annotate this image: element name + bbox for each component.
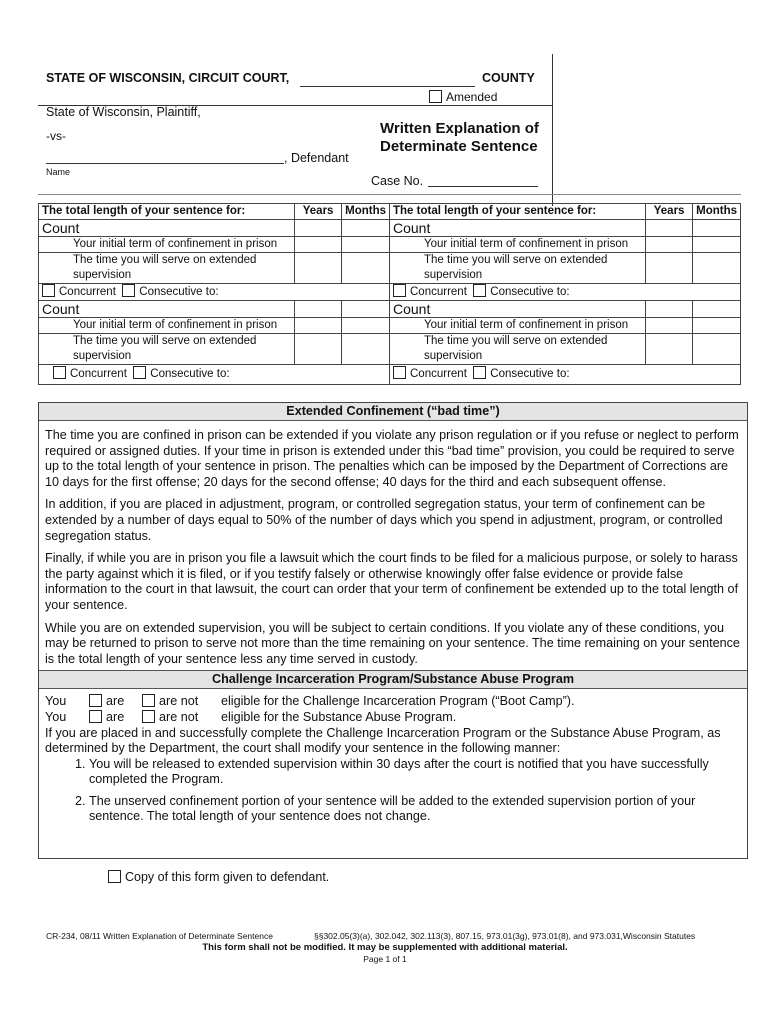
concurrent-checkbox[interactable]: [393, 366, 406, 379]
checkbox-icon: [429, 90, 442, 103]
form-title: Written Explanation of Determinate Sentence: [380, 120, 539, 155]
months-cell[interactable]: [342, 253, 390, 284]
years-cell[interactable]: [295, 318, 342, 334]
vs-label: -vs-: [46, 129, 66, 143]
copy-given-label: Copy of this form given to defendant.: [125, 870, 330, 884]
county-label: COUNTY: [482, 71, 535, 85]
consecutive-checkbox[interactable]: [122, 284, 135, 297]
years-cell[interactable]: [295, 237, 342, 253]
concurrent-checkbox[interactable]: [42, 284, 55, 297]
plaintiff-label: State of Wisconsin, Plaintiff,: [46, 105, 201, 119]
years-cell[interactable]: [295, 253, 342, 284]
explanation-box: [38, 402, 748, 859]
years-cell[interactable]: [295, 220, 342, 237]
sentence-table: [38, 203, 741, 385]
divider: [38, 194, 741, 195]
consecutive-label: Consecutive to:: [139, 286, 219, 298]
concurrency-row: [39, 365, 390, 385]
initial-term-label: Your initial term of confinement in prison: [39, 318, 295, 334]
case-no-label: Case No.: [371, 174, 424, 188]
months-cell[interactable]: [342, 237, 390, 253]
concurrency-row: [390, 365, 741, 385]
extended-supervision-label: The time you will serve on extended supervision: [39, 334, 295, 365]
years-cell[interactable]: [646, 318, 693, 334]
years-cell[interactable]: [646, 253, 693, 284]
form-id: CR-234, 08/11 Written Explanation of Determinate Sentence: [46, 931, 273, 941]
challenge-program-heading: Challenge Incarceration Program/Substance Abuse Program: [39, 670, 747, 689]
name-label: Name: [46, 167, 71, 177]
years-cell[interactable]: [646, 301, 693, 318]
page-number: Page 1 of 1: [363, 954, 407, 964]
months-header: Months: [693, 204, 741, 220]
count-label: Count: [390, 220, 646, 237]
eligibility-row-boot-camp: You are are not eligible for the Challenge Incarceration Program (“Boot Camp”).: [45, 694, 575, 709]
court-heading: STATE OF WISCONSIN, CIRCUIT COURT,: [46, 71, 290, 85]
extended-supervision-label: The time you will serve on extended supervision: [39, 253, 295, 284]
years-header: Years: [295, 204, 342, 220]
months-cell[interactable]: [342, 220, 390, 237]
consecutive-label: Consecutive to:: [490, 286, 570, 298]
consecutive-checkbox[interactable]: [473, 366, 486, 379]
concurrent-label: Concurrent: [410, 286, 467, 298]
notice: This form shall not be modified. It may be supplemented with additional material.: [202, 942, 568, 953]
consecutive-label: Consecutive to:: [490, 368, 570, 380]
case-no-blank[interactable]: [428, 186, 538, 187]
extended-confinement-heading: Extended Confinement (“bad time”): [39, 403, 747, 421]
months-cell[interactable]: [342, 334, 390, 365]
are-not-checkbox[interactable]: [142, 694, 155, 707]
months-cell[interactable]: [693, 220, 741, 237]
statutes: §§302.05(3)(a), 302.042, 302.113(3), 807.15, 973.01(3g), 973.01(8), and 973.031,Wisconsin Statutes: [314, 931, 696, 941]
initial-term-label: Your initial term of confinement in prison: [39, 237, 295, 253]
concurrency-row: [390, 284, 741, 301]
months-cell[interactable]: [342, 318, 390, 334]
months-header: Months: [342, 204, 390, 220]
eligibility-row-substance: You are are not eligible for the Substance Abuse Program.: [45, 709, 457, 724]
paragraph: While you are on extended supervision, you will be subject to certain conditions. If you violate any of these conditions, you may be returned to prison to serve not more than the time remaining on your sentence. The time remaining on your sentence is the total length of your sentence less any time served in custody.: [45, 620, 740, 666]
list-item: 1. You will be released to extended supervision within 30 days after the court is notified that you have successfully completed the Program.: [89, 757, 741, 788]
concurrent-label: Concurrent: [70, 368, 127, 380]
defendant-name-blank[interactable]: [46, 163, 284, 164]
months-cell[interactable]: [693, 253, 741, 284]
county-blank[interactable]: [300, 86, 475, 87]
paragraph: Finally, if while you are in prison you file a lawsuit which the court finds to be filed for a malicious purpose, or solely to harass the party against which it is filed, or if you testify falsely or otherwise knowingly offer false evidence or provide false information to the court in that lawsuit, the court can order that your term of confinement be extended up to the total length of your sentence.: [45, 551, 739, 612]
defendant-label: , Defendant: [284, 151, 349, 165]
are-checkbox[interactable]: [89, 710, 102, 723]
concurrent-label: Concurrent: [410, 368, 467, 380]
paragraph: The time you are confined in prison can be extended if you violate any prison regulation or if you refuse or neglect to perform required or assigned duties. If your time in prison is extended under this “bad time” provision, you could be required to serve up to the total length of your sentence in prison. The penalties which can be imposed by the Department of Corrections are 10 days for the first offense; 20 days for the second offense; 40 days for the third and each subsequent offense.: [45, 428, 739, 489]
extended-supervision-label: The time you will serve on extended supervision: [390, 334, 646, 365]
years-cell[interactable]: [646, 220, 693, 237]
divider: [552, 54, 553, 206]
months-cell[interactable]: [342, 301, 390, 318]
initial-term-label: Your initial term of confinement in prison: [390, 318, 646, 334]
are-checkbox[interactable]: [89, 694, 102, 707]
years-cell[interactable]: [646, 334, 693, 365]
concurrent-checkbox[interactable]: [53, 366, 66, 379]
program-list: [45, 757, 741, 825]
months-cell[interactable]: [693, 301, 741, 318]
list-item: 2. The unserved confinement portion of your sentence will be added to the extended supervision portion of your sentence. The total length of your sentence does not change.: [89, 794, 741, 825]
paragraph: If you are placed in and successfully complete the Challenge Incarceration Program or the Substance Abuse Program, as determined by the Department, the court shall modify your sentence in the following manner:: [45, 725, 721, 756]
count-label: Count: [39, 301, 295, 318]
concurrent-checkbox[interactable]: [393, 284, 406, 297]
paragraph: In addition, if you are placed in adjustment, program, or controlled segregation status, your term of confinement can be extended by a number of days equal to 50% of the number of days which you spend in adjustment, program, or controlled segregation status.: [45, 497, 723, 543]
col-header: The total length of your sentence for:: [390, 204, 646, 220]
copy-given-checkbox[interactable]: [108, 870, 329, 884]
initial-term-label: Your initial term of confinement in prison: [390, 237, 646, 253]
years-cell[interactable]: [295, 334, 342, 365]
consecutive-label: Consecutive to:: [150, 368, 230, 380]
are-not-checkbox[interactable]: [142, 710, 155, 723]
eligibility: [39, 689, 747, 825]
months-cell[interactable]: [693, 334, 741, 365]
extended-supervision-label: The time you will serve on extended supervision: [390, 253, 646, 284]
consecutive-checkbox[interactable]: [133, 366, 146, 379]
concurrent-label: Concurrent: [59, 286, 116, 298]
col-header: The total length of your sentence for:: [39, 204, 295, 220]
years-cell[interactable]: [295, 301, 342, 318]
consecutive-checkbox[interactable]: [473, 284, 486, 297]
years-cell[interactable]: [646, 237, 693, 253]
months-cell[interactable]: [693, 237, 741, 253]
months-cell[interactable]: [693, 318, 741, 334]
amended-checkbox[interactable]: [429, 90, 497, 104]
years-header: Years: [646, 204, 693, 220]
checkbox-icon: [108, 870, 121, 883]
count-label: Count: [39, 220, 295, 237]
amended-label: Amended: [446, 90, 498, 104]
concurrency-row: [39, 284, 390, 301]
count-label: Count: [390, 301, 646, 318]
